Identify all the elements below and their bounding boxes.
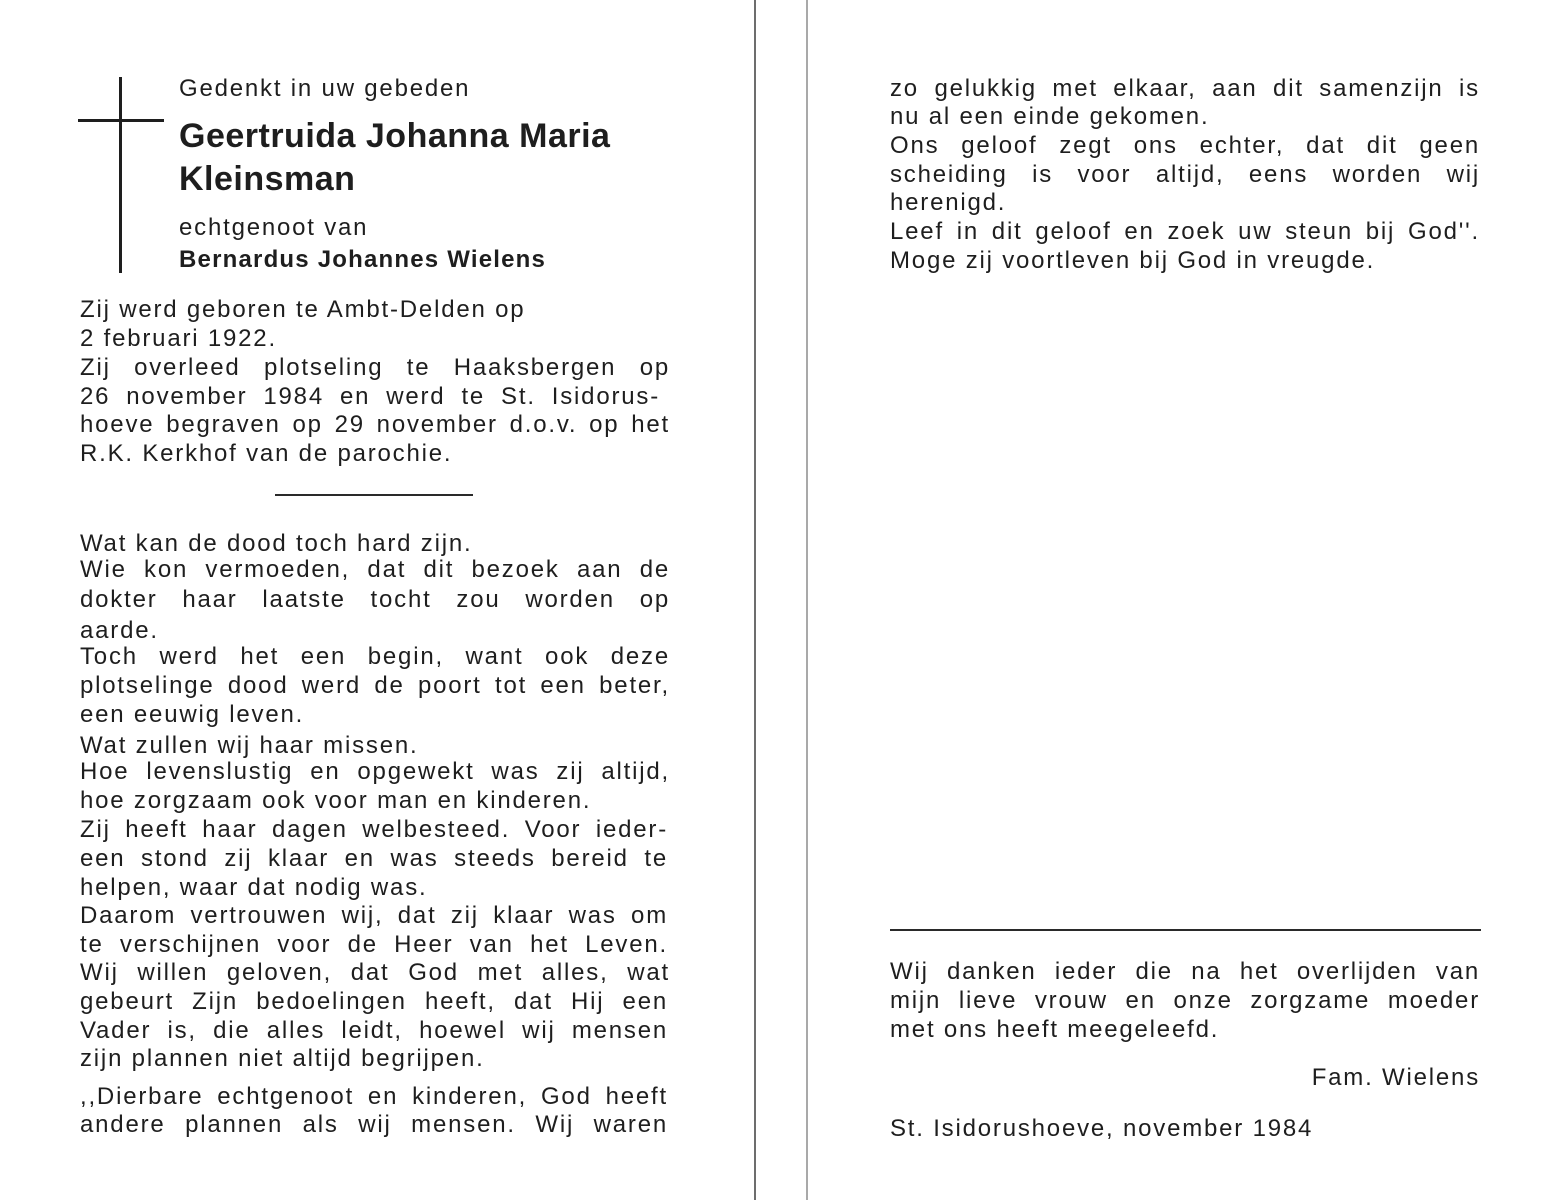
reflection-line: gebeurt Zijn bedoelingen heeft, dat Hij een (80, 988, 668, 1015)
reflection-line: Zij heeft haar dagen welbesteed. Voor ieder- (80, 816, 668, 843)
intro-text: Gedenkt in uw gebeden (179, 75, 471, 102)
reflection-line: dokter haar laatste tocht zou worden op (80, 586, 670, 613)
reflection-line: Wat kan de dood toch hard zijn. (80, 530, 473, 557)
biography-line: hoeve begraven op 29 november d.o.v. op het (80, 411, 670, 438)
continuation-line: Moge zij voortleven bij God in vreugde. (890, 247, 1376, 274)
reflection-line: Hoe levenslustig en opgewekt was zij altijd, (80, 758, 670, 785)
thanks-divider (890, 929, 1481, 931)
continuation-line: nu al een einde gekomen. (890, 103, 1210, 130)
continuation-line: zo gelukkig met elkaar, aan dit samenzijn is (890, 75, 1480, 102)
reflection-line: Wie kon vermoeden, dat dit bezoek aan de (80, 556, 670, 583)
continuation-line: scheiding is voor altijd, eens worden wij (890, 161, 1480, 188)
reflection-line: ,,Dierbare echtgenoot en kinderen, God heeft (80, 1083, 668, 1110)
reflection-line: te verschijnen voor de Heer van het Leven. (80, 931, 668, 958)
reflection-line: hoe zorgzaam ook voor man en kinderen. (80, 787, 592, 814)
biography-line: 26 november 1984 en werd te St. Isidorus- (80, 383, 660, 410)
biography-line: Zij overleed plotseling te Haaksbergen op (80, 354, 670, 381)
reflection-line: zijn plannen niet altijd begrijpen. (80, 1045, 485, 1072)
fold-line-right (806, 0, 808, 1200)
reflection-line: plotselinge dood werd de poort tot een beter, (80, 672, 670, 699)
cross-icon-bar (78, 119, 164, 122)
thanks-line: Wij danken ieder die na het overlijden van (890, 958, 1480, 985)
biography-line: 2 februari 1922. (80, 325, 277, 352)
reflection-line: Vader is, die alles leidt, hoewel wij mensen (80, 1017, 668, 1044)
reflection-line: een stond zij klaar en was steeds bereid te (80, 845, 668, 872)
thanks-line: met ons heeft meegeleefd. (890, 1016, 1220, 1043)
reflection-line: Daarom vertrouwen wij, dat zij klaar was om (80, 902, 668, 929)
reflection-line: een eeuwig leven. (80, 701, 305, 728)
thanks-line: mijn lieve vrouw en onze zorgzame moeder (890, 987, 1480, 1014)
reflection-line: Wat zullen wij haar missen. (80, 732, 419, 759)
reflection-line: aarde. (80, 617, 159, 644)
continuation-line: herenigd. (890, 189, 1007, 216)
reflection-line: andere plannen als wij mensen. Wij waren (80, 1111, 668, 1138)
place-and-date: St. Isidorushoeve, november 1984 (890, 1115, 1314, 1142)
deceased-name-line-1: Geertruida Johanna Maria (179, 117, 611, 155)
continuation-line: Leef in dit geloof en zoek uw steun bij God''. (890, 218, 1480, 245)
continuation-line: Ons geloof zegt ons echter, dat dit geen (890, 132, 1480, 159)
biography-line: Zij werd geboren te Ambt-Delden op (80, 296, 526, 323)
spouse-intro: echtgenoot van (179, 214, 369, 241)
reflection-line: Wij willen geloven, dat God met alles, wat (80, 959, 670, 986)
right-page (810, 0, 1565, 1200)
deceased-name-line-2: Kleinsman (179, 160, 356, 198)
biography-line: R.K. Kerkhof van de parochie. (80, 440, 453, 467)
reflection-line: Toch werd het een begin, want ook deze (80, 643, 670, 670)
left-page (0, 0, 760, 1200)
section-divider (275, 494, 473, 496)
family-signature: Fam. Wielens (1311, 1064, 1480, 1091)
spouse-name: Bernardus Johannes Wielens (179, 246, 547, 273)
reflection-line: helpen, waar dat nodig was. (80, 874, 428, 901)
cross-icon (119, 77, 122, 273)
